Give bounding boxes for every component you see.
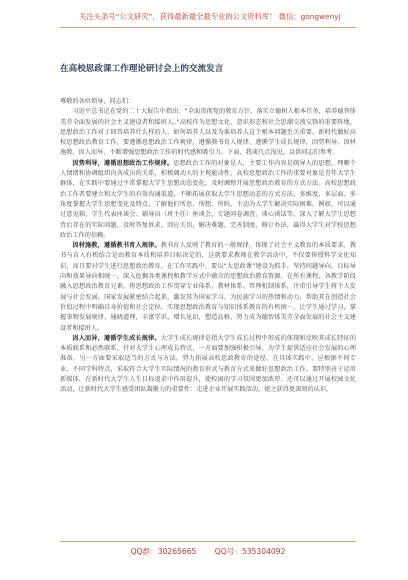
qq-number-text: QQ号：535304092 (214, 547, 286, 556)
paragraph-text: 思想政治工作的对象是人，主要工作内容是疏导人的思想、理顺个人情绪和协调组织内各成员的关系，积极调动人的主观能动性。高校思想政治工作的重要对象是青年大学生群体，在实践中要通过平常掌握大学生思想动态变化，及时调整开展思想政治教育的方式方法。高校思想政治工作者要建立和大学生的有效沟通渠道，不断拓展获取大学生思想动态的方式方法，多维度、多层面、多角度掌握大学生思想变化及特点，了解他们所思、所想、所盼，主动为大学生解决实际困难。例如，可以通过意见箱、学生代表座谈会、辅导员（班主任）座谈会、专题问卷调查、谈心谈话等，深入了解大学生思想背后存在的实际问题，及时答复诉求，回应关切，解决难题，完善制度，修订办法，赢得大学生对学校思想政治工作的信赖。 (60, 159, 357, 239)
section-heading: 因材施教，遵循教书育人规律。 (72, 242, 161, 250)
footer-contact (60, 546, 356, 557)
document-title: 在高校思政课工作理论研讨会上的交流发言 (60, 64, 224, 74)
section-heading: 因势利导，遵循思想政治工作规律。 (72, 159, 174, 167)
paragraph-text: 习近平总书记在党的二十大报告中指出：“全面贯彻党的教育方针，落实立德树人根本任务，培养德智体美劳全面发展的社会主义建设者和接班人。”高校作为思想文化、意识形态和社会思潮交流交锋的重要阵地，思想政治工作对于回答培养什么样的人、如何培养人以及为谁培养人这个根本问题至关重要。新时代做好高校思想政治教育工作，要遵循思想政治工作规律，遵循教书育人规律，遵循学生成长规律，因势利导，因材施教，因人而异，不断增强思想政治工作的时代感和吸引力。下面，我谈几点浅见，以供同志们参考。 (60, 108, 356, 157)
wechat-id: gongwenyj (300, 12, 341, 21)
paragraph-text: 大学生成长规律是指大学生成长过程中形成的体现和反映其成长特征的本质联系和必然联系。针对大学生心理成长特点，一方面要加强积极引导，为学生提供适应社会发展的心理准备，另一方面要采取适当的方式与方法，努力拓展高校思政教育的途径。在具体实践中，应根据不同专业、不同学科特点，采取符合大学生实际情况的教育形式与教育方式来做好思想政治工作。要特别善于运用新媒体，在新时代大学生人生目标追求中作用提升，使校园的学习氛围更加浓厚。还可以通过开展校园文化活动，让新时代大学生感受团队凝聚力的重要性：走进企业开展实践活动，使之获得更深刻的认识。 (60, 334, 357, 394)
promo-banner[interactable] (60, 12, 360, 22)
document-body (60, 97, 356, 396)
header-divider (60, 27, 356, 28)
section-heading: 因人而异，遵循学生成长规律。 (72, 334, 161, 342)
qq-group-text: QQ群：30265665 (130, 547, 197, 556)
banner-text: 关注头条号“公文研究”，获得最新最全最专业的公文资料库！ 微信： (79, 12, 301, 21)
paragraph-section-1 (60, 159, 356, 241)
salutation: 尊敬的各位领导，同志们： (60, 98, 135, 105)
paragraph-intro (60, 107, 356, 158)
paragraph-section-3 (60, 334, 356, 396)
paragraph-section-2 (60, 241, 356, 334)
footer-divider (60, 541, 356, 542)
paragraph-text: 教书育人反映了教育的一般规律，体现了社会主义教育的本质要求。教书与育人有机结合是由教育本质和培养目标决定的，这就要求教师在教学活动中，不仅要传授科学文化知识，而且要对学生进行思想政治教育。在工作实践中，要以“大思政课”建设为抓手，坚持问题导向，目标导向和效果导向相统一，深入挖掘各类课程和教学方式中蕴含的思想政治教育资源。在所有课程、各教学阶段融入思想政治教育元素，将思想政治工作贯穿专业体系、教材体系、管理机制体系，注重引导学生将个人发展与社会发展、国家发展紧密结合起来，激发其为国家学习、为民族学习的热情和动力，帮助其在创造社会价值过程中明确自身价值和社会定位，实现思想政治教育与知识体系教育的有机统一。让学生通过学习，掌握事物发展规律，通晓道理，丰富学识，增长见识，塑造品格，努力成为德智体美劳全面发展的社会主义建设者和接班人。 (60, 242, 357, 332)
